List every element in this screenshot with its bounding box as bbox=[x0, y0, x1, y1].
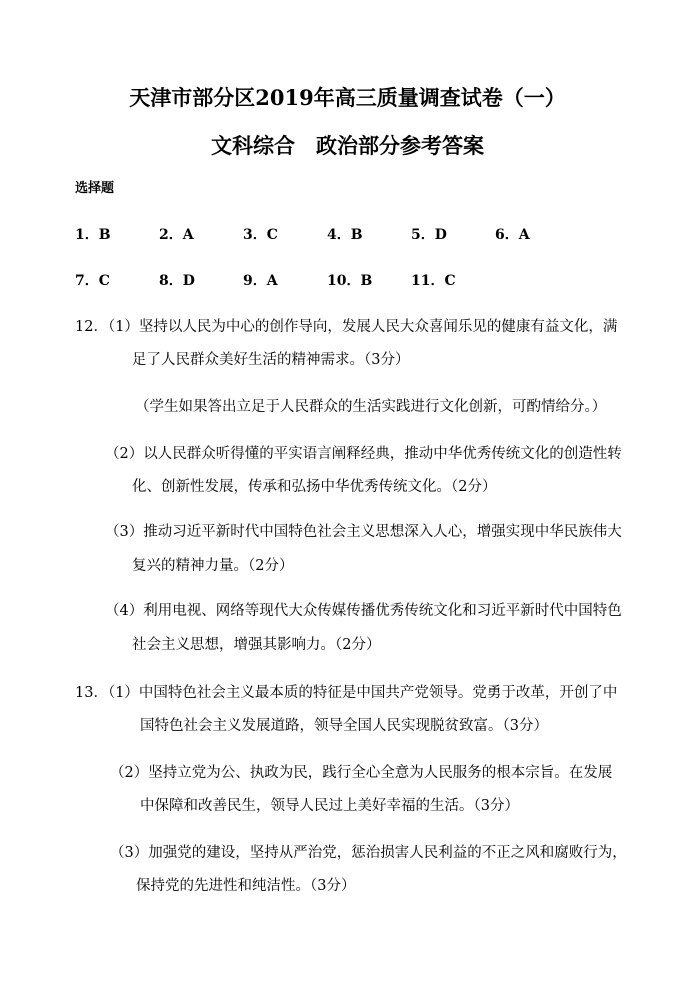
q12-scoring-note: （学生如果答出立足于人民群众的生活实践进行文化创新，可酌情给分。） bbox=[135, 399, 607, 415]
choice-answer: 3．C bbox=[243, 227, 278, 243]
q12-point3-line1: （3）推动习近平新时代中国特色社会主义思想深入人心，增强实现中华民族伟大 bbox=[105, 524, 622, 540]
choice-answer: 1．B bbox=[75, 227, 111, 243]
q12-point2-line2: 化、创新性发展，传承和弘扬中华优秀传统文化。（2分） bbox=[132, 479, 497, 495]
choice-answer: 11．C bbox=[411, 273, 456, 289]
q13-point2-line2: 中保障和改善民生，领导人民过上美好幸福的生活。（3分） bbox=[140, 798, 519, 814]
q12-point1-line2: 足了人民群众美好生活的精神需求。（3分） bbox=[132, 352, 410, 368]
q13-point1-line2: 国特色社会主义发展道路，领导全国人民实现脱贫致富。（3分） bbox=[140, 718, 548, 734]
q13-point3-line1: （3）加强党的建设，坚持从严治党，惩治损害人民利益的不正之风和腐败行为， bbox=[110, 845, 627, 861]
choice-answer: 2．A bbox=[159, 227, 194, 243]
document-title: 天津市部分区2019年高三质量调查试卷（一） bbox=[129, 85, 566, 110]
choice-answer: 8．D bbox=[159, 273, 195, 289]
q12-point3-line2: 复兴的精神力量。（2分） bbox=[132, 558, 294, 574]
choice-answer: 10．B bbox=[327, 273, 373, 289]
q13-point3-line2: 保持党的先进性和纯洁性。（3分） bbox=[136, 878, 356, 894]
document-subtitle: 文科综合 政治部分参考答案 bbox=[211, 133, 484, 158]
section-label-choice: 选择题 bbox=[75, 181, 115, 196]
choice-answer: 9．A bbox=[243, 273, 278, 289]
q12-point4-line1: （4）利用电视、网络等现代大众传媒传播优秀传统文化和习近平新时代中国特色 bbox=[105, 603, 622, 619]
q12-point1-line1: 12．（1）坚持以人民为中心的创作导向，发展人民大众喜闻乐见的健康有益文化，满 bbox=[75, 319, 618, 335]
choice-answer: 7．C bbox=[75, 273, 110, 289]
choice-answer: 4．B bbox=[327, 227, 363, 243]
choice-answer: 6．A bbox=[495, 227, 530, 243]
q13-point1-line1: 13．（1）中国特色社会主义最本质的特征是中国共产党领导。党勇于改革，开创了中 bbox=[75, 685, 618, 701]
q12-point2-line1: （2）以人民群众听得懂的平实语言阐释经典，推动中华优秀传统文化的创造性转 bbox=[105, 446, 622, 462]
choice-answer: 5．D bbox=[411, 227, 447, 243]
q12-point4-line2: 社会主义思想，增强其影响力。（2分） bbox=[132, 637, 381, 653]
q13-point2-line1: （2）坚持立党为公、执政为民，践行全心全意为人民服务的根本宗旨。在发展 bbox=[110, 765, 613, 781]
